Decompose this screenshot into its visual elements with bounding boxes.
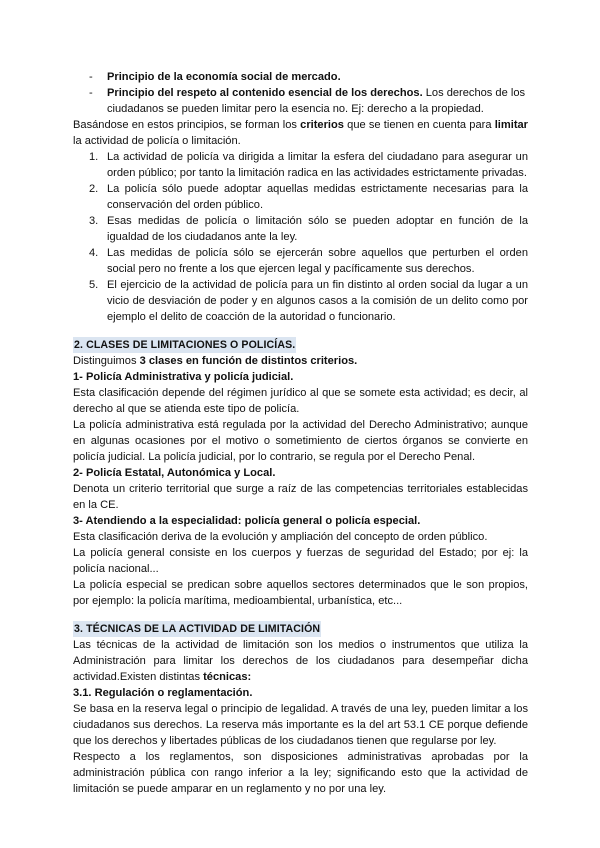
- section-3: [73, 621, 528, 797]
- paragraph: Esta clasificación deriva de la evolución y ampliación del concepto de orden público.: [73, 531, 488, 543]
- list-item: [73, 181, 528, 213]
- criteria-intro: [73, 117, 528, 149]
- subheading: [73, 513, 528, 529]
- document-page: [73, 69, 528, 797]
- section-heading: 2. CLASES DE LIMITACIONES O POLICÍAS.: [74, 339, 296, 351]
- intro-text: Basándose en estos principios, se forman los: [73, 119, 301, 131]
- list-item: [73, 69, 528, 85]
- principle-title: Principio del respeto al contenido esencial de los derechos.: [107, 87, 423, 99]
- paragraph: La policía administrativa está regulada por la actividad del Derecho Administrativo; aunque en algunas ocasiones por el motivo o sometimiento de ciertos órganos se convierte en policía judicial. La policía judicial, por lo contrario, se regula por el Derecho Penal.: [73, 419, 528, 463]
- item-text: Esas medidas de policía o limitación sólo se pueden adoptar en función de la igualdad de los ciudadanos ante la ley.: [107, 215, 528, 243]
- intro-text: que se tienen en cuenta para: [343, 119, 495, 131]
- item-number: 2.: [89, 183, 99, 195]
- paragraph: La policía general consiste en los cuerpos y fuerzas de seguridad del Estado; por ej: la policía nacional...: [73, 547, 528, 575]
- intro-text: la actividad de policía o limitación.: [73, 135, 241, 147]
- subheading-text: 3- Atendiendo a la especialidad: policía general o policía especial.: [73, 515, 421, 527]
- subheading: [73, 685, 528, 701]
- section-heading: 3. TÉCNICAS DE LA ACTIVIDAD DE LIMITACIÓN: [74, 623, 321, 635]
- subheading: [73, 369, 528, 385]
- list-item: [73, 277, 528, 325]
- paragraph: Respecto a los reglamentos, son disposiciones administrativas aprobadas por la administración pública con rango inferior a la ley; significando esto que la actividad de limitación se puede amparar en un reglamento y no por una ley.: [73, 751, 528, 795]
- item-number: 5.: [89, 279, 99, 291]
- principle-text: Los derechos de los ciudadanos se pueden limitar pero la esencia no. Ej: derecho a la propiedad.: [107, 87, 526, 115]
- principles-list: [73, 69, 528, 117]
- paragraph: Esta clasificación depende del régimen jurídico al que se somete esta actividad; es decir, al derecho al que se atienda este tipo de policía.: [73, 387, 528, 415]
- list-item: [73, 149, 528, 181]
- list-item: [73, 245, 528, 277]
- criteria-list: [73, 149, 528, 325]
- dash-bullet: -: [89, 87, 93, 99]
- intro-text: Las técnicas de la actividad de limitación son los medios o instrumentos que utiliza la Administración para limitar los derechos de los ciudadanos para desempeñar dicha actividad.Existen distintas: [73, 639, 528, 683]
- dash-bullet: -: [89, 71, 93, 83]
- subheading: [73, 465, 528, 481]
- item-number: 3.: [89, 215, 99, 227]
- intro-bold: técnicas:: [203, 671, 252, 683]
- item-text: Las medidas de policía sólo se ejercerán sobre aquellos que perturben el orden social pero no frente a los que ejercen legal y pacíficamente sus derechos.: [107, 247, 528, 275]
- list-item: [73, 85, 528, 117]
- intro-text: Distinguimos: [73, 355, 140, 367]
- section-2: [73, 337, 528, 609]
- item-number: 1.: [89, 151, 99, 163]
- principle-title: Principio de la economía social de mercado.: [107, 71, 341, 83]
- intro-bold: 3 clases en función de distintos criterios.: [139, 355, 358, 367]
- subheading-text: 3.1. Regulación o reglamentación.: [73, 687, 253, 699]
- paragraph: La policía especial se predican sobre aquellos sectores determinados que le son propios, por ejemplo: la policía marítima, medioambiental, urbanística, etc...: [73, 579, 528, 607]
- section-intro: [73, 353, 528, 369]
- intro-bold-criterios: criterios: [300, 119, 344, 131]
- list-item: [73, 213, 528, 245]
- item-text: El ejercicio de la actividad de policía para un fin distinto al orden social da lugar a un vicio de desviación de poder y en algunos casos a la comisión de un delito como por ejemplo el delito de coacción de la autoridad o funcionario.: [107, 279, 528, 323]
- item-text: La actividad de policía va dirigida a limitar la esfera del ciudadano para asegurar un orden público; por tanto la limitación radica en las actividades estrictamente privadas.: [107, 151, 528, 179]
- paragraph: Se basa en la reserva legal o principio de legalidad. A través de una ley, pueden limitar a los ciudadanos sus derechos. La reserva más importante es la del art 53.1 CE porque defiende que los derechos y libertades públicas de los ciudadanos tienen que regularse por ley.: [73, 703, 528, 747]
- subheading-text: 2- Policía Estatal, Autonómica y Local.: [73, 467, 276, 479]
- subheading-text: 1- Policía Administrativa y policía judicial.: [73, 371, 294, 383]
- section-intro: [73, 637, 528, 685]
- intro-bold-limitar: limitar: [494, 119, 528, 131]
- item-text: La policía sólo puede adoptar aquellas medidas estrictamente necesarias para la conservación del orden público.: [107, 183, 528, 211]
- item-number: 4.: [89, 247, 99, 259]
- paragraph: Denota un criterio territorial que surge a raíz de las competencias territoriales establecidas en la CE.: [73, 483, 528, 511]
